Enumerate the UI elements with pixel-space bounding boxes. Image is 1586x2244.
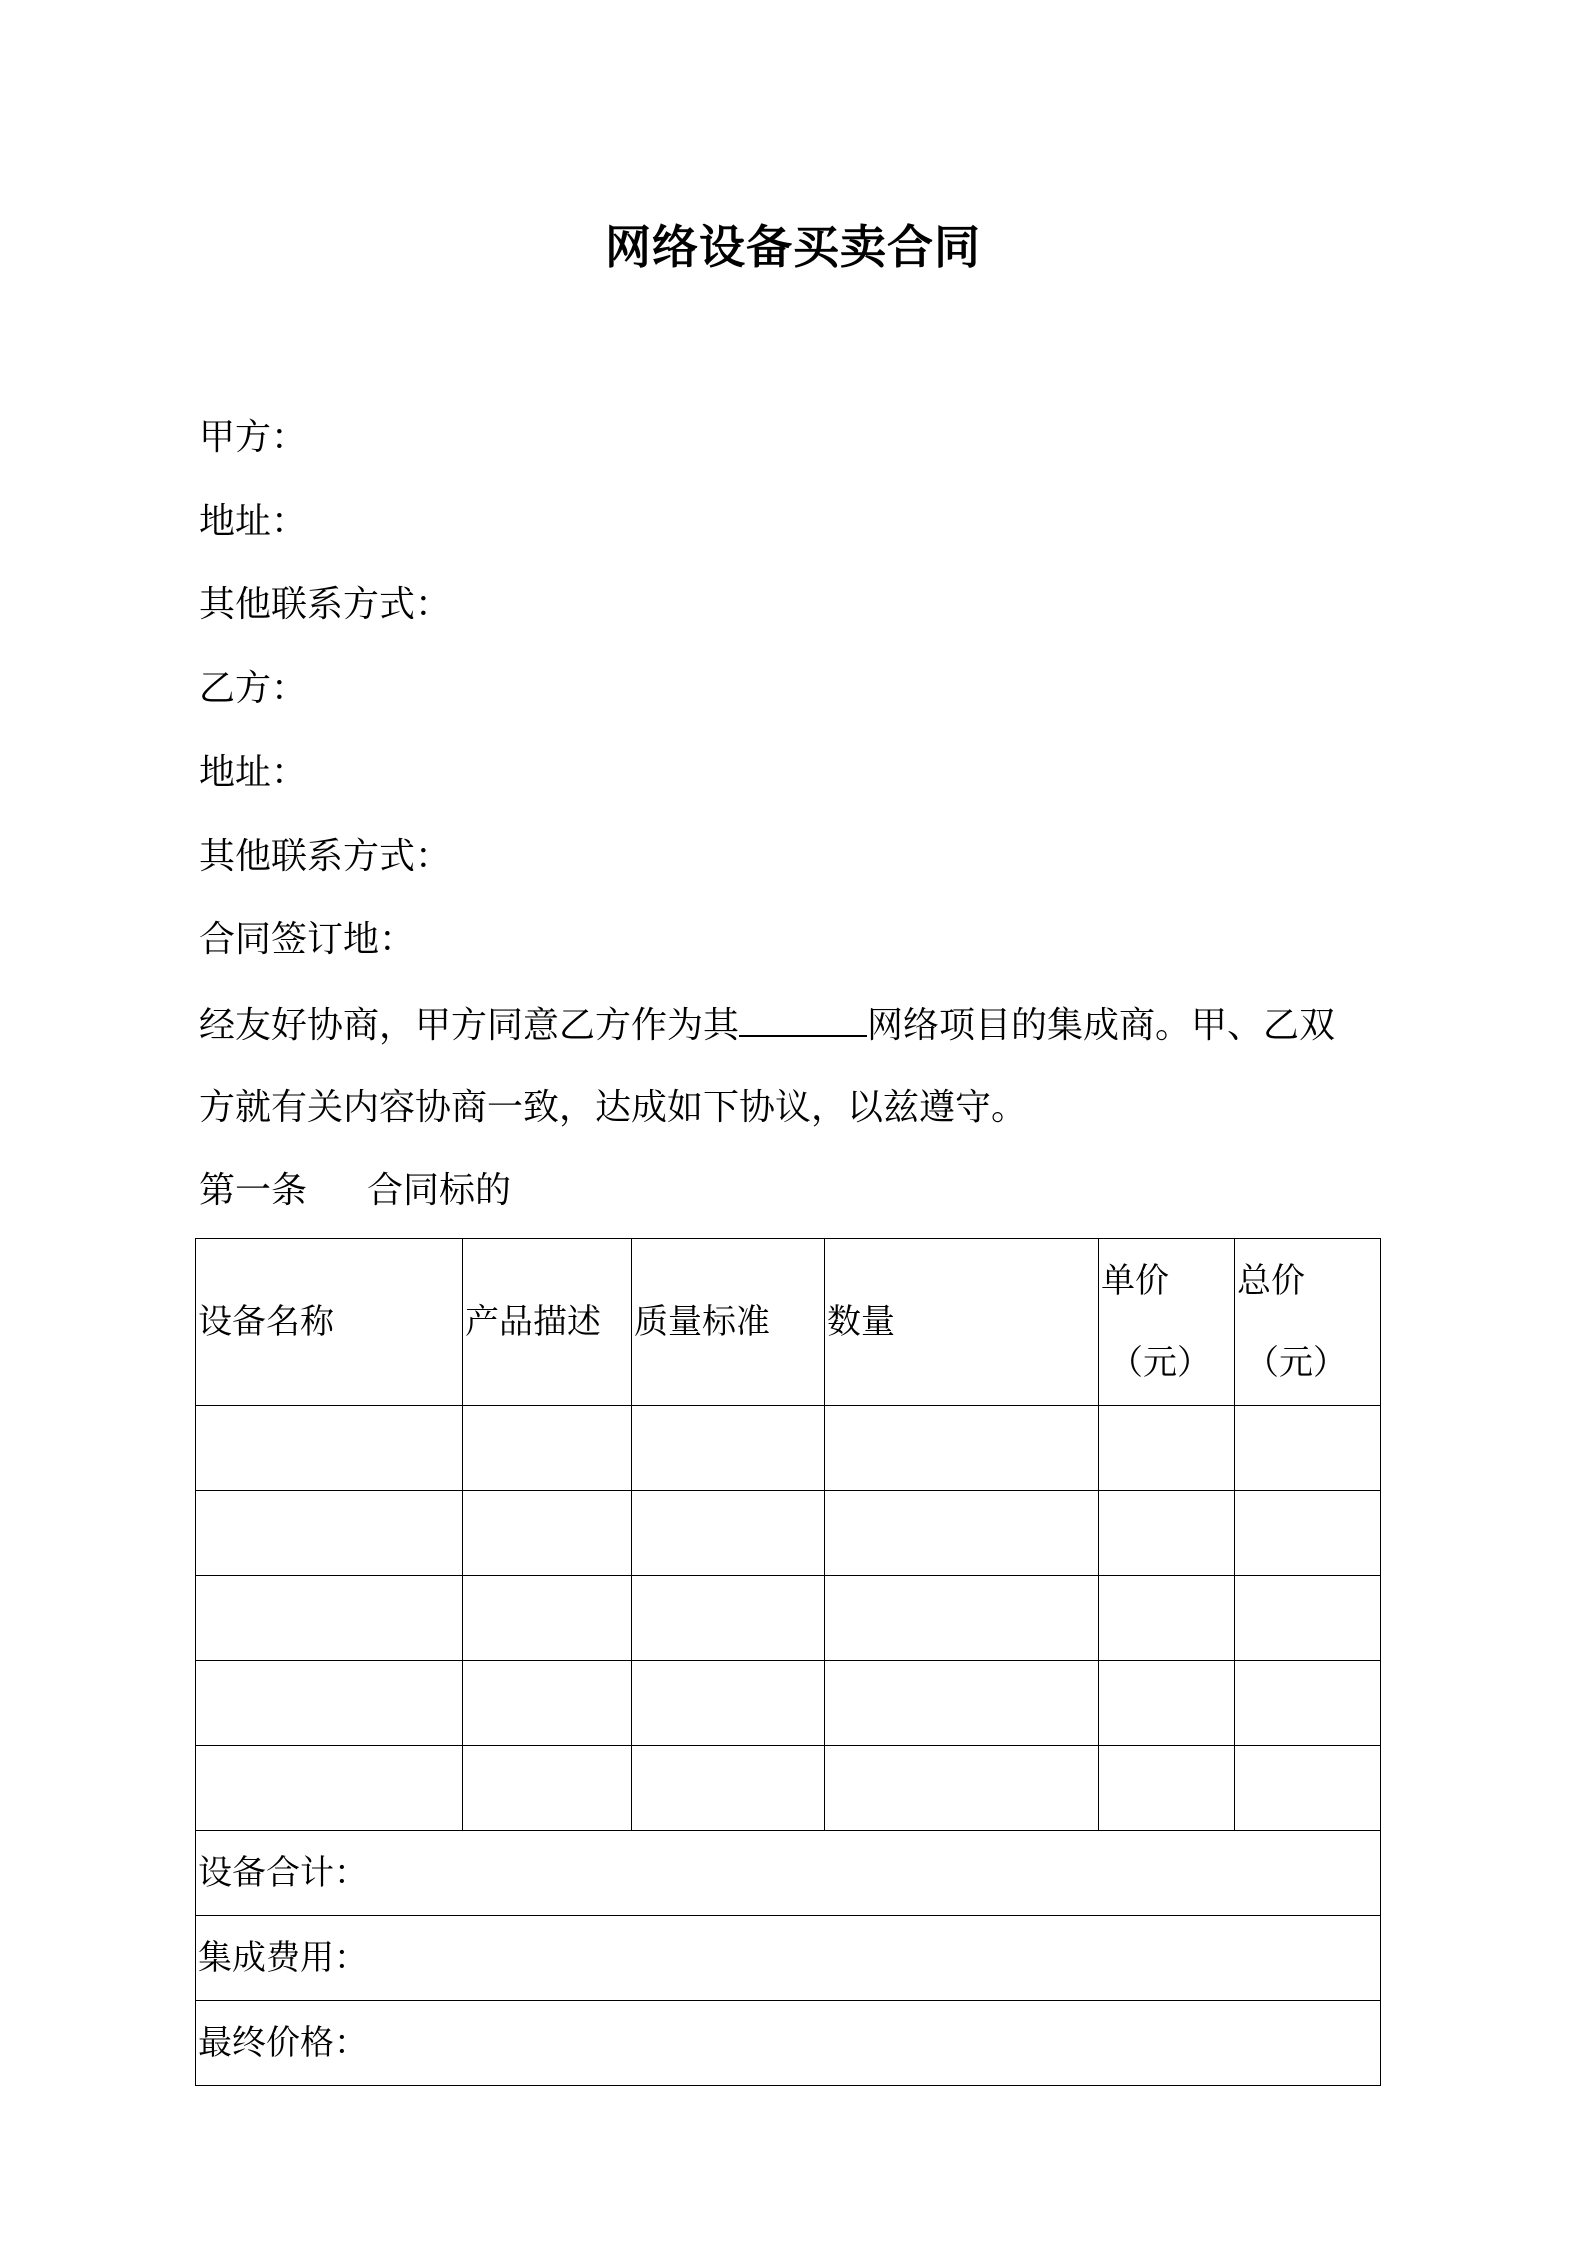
page-title: 网络设备买卖合同: [605, 220, 981, 274]
header-unit-price: [1099, 1239, 1235, 1406]
intro-paragraph-line2: 方就有关内容协商一致，达成如下协议，以兹遵守。: [199, 1087, 1028, 1128]
header-unit-price-unit: （元）: [1109, 1343, 1211, 1383]
cell-quantity[interactable]: [825, 1576, 1099, 1661]
article-title: 合同标的: [367, 1170, 512, 1211]
cell-equipment-name[interactable]: [196, 1491, 463, 1576]
header-total-price: [1235, 1239, 1381, 1406]
header-quantity: 数量: [825, 1239, 1099, 1406]
cell-total-price[interactable]: [1235, 1406, 1381, 1491]
party-a-address-field: 地址：: [199, 501, 308, 542]
integration-fee-row: [196, 1916, 1381, 2001]
table-row: [196, 1746, 1381, 1831]
cell-quality-standard[interactable]: [632, 1661, 825, 1746]
final-price-field[interactable]: 最终价格：: [196, 2001, 1381, 2086]
cell-quality-standard[interactable]: [632, 1576, 825, 1661]
table-row: [196, 1576, 1381, 1661]
cell-product-description[interactable]: [463, 1406, 632, 1491]
sign-place-field: 合同签订地：: [199, 919, 416, 960]
equipment-total-field[interactable]: 设备合计：: [196, 1831, 1381, 1916]
header-unit-price-label: 单价: [1101, 1261, 1169, 1301]
cell-equipment-name[interactable]: [196, 1661, 463, 1746]
cell-product-description[interactable]: [463, 1576, 632, 1661]
article-heading: [199, 1166, 511, 1216]
cell-equipment-name[interactable]: [196, 1406, 463, 1491]
intro-text-part2: 网络项目的集成商。甲、乙双: [867, 1005, 1336, 1046]
integration-fee-field[interactable]: 集成费用：: [196, 1916, 1381, 2001]
header-product-description: 产品描述: [463, 1239, 632, 1406]
final-price-row: [196, 2001, 1381, 2086]
cell-equipment-name[interactable]: [196, 1576, 463, 1661]
cell-total-price[interactable]: [1235, 1576, 1381, 1661]
article-number: 第一条: [199, 1170, 308, 1211]
cell-quality-standard[interactable]: [632, 1746, 825, 1831]
table-header-row: [196, 1239, 1381, 1406]
cell-quantity[interactable]: [825, 1491, 1099, 1576]
party-a-contact-field: 其他联系方式：: [199, 584, 452, 625]
party-b-contact-field: 其他联系方式：: [199, 836, 452, 877]
party-a-field: 甲方：: [199, 417, 308, 458]
cell-quantity[interactable]: [825, 1406, 1099, 1491]
table-row: [196, 1491, 1381, 1576]
intro-paragraph-line1: [199, 999, 1335, 1051]
header-total-price-unit: （元）: [1245, 1343, 1347, 1383]
cell-quantity[interactable]: [825, 1661, 1099, 1746]
table-row: [196, 1661, 1381, 1746]
header-total-price-label: 总价: [1237, 1261, 1305, 1301]
cell-unit-price[interactable]: [1099, 1746, 1235, 1831]
cell-unit-price[interactable]: [1099, 1576, 1235, 1661]
party-b-field: 乙方：: [199, 668, 308, 709]
equipment-table: [195, 1238, 1381, 2086]
cell-product-description[interactable]: [463, 1661, 632, 1746]
intro-text-part1: 经友好协商，甲方同意乙方作为其: [199, 1005, 740, 1046]
cell-unit-price[interactable]: [1099, 1406, 1235, 1491]
party-b-address-field: 地址：: [199, 752, 308, 793]
cell-total-price[interactable]: [1235, 1491, 1381, 1576]
header-equipment-name: 设备名称: [196, 1239, 463, 1406]
cell-quality-standard[interactable]: [632, 1406, 825, 1491]
cell-product-description[interactable]: [463, 1746, 632, 1831]
cell-total-price[interactable]: [1235, 1661, 1381, 1746]
cell-product-description[interactable]: [463, 1491, 632, 1576]
project-name-blank[interactable]: [739, 999, 867, 1037]
cell-equipment-name[interactable]: [196, 1746, 463, 1831]
cell-total-price[interactable]: [1235, 1746, 1381, 1831]
cell-unit-price[interactable]: [1099, 1661, 1235, 1746]
header-quality-standard: 质量标准: [632, 1239, 825, 1406]
cell-unit-price[interactable]: [1099, 1491, 1235, 1576]
cell-quality-standard[interactable]: [632, 1491, 825, 1576]
equipment-total-row: [196, 1831, 1381, 1916]
cell-quantity[interactable]: [825, 1746, 1099, 1831]
table-row: [196, 1406, 1381, 1491]
